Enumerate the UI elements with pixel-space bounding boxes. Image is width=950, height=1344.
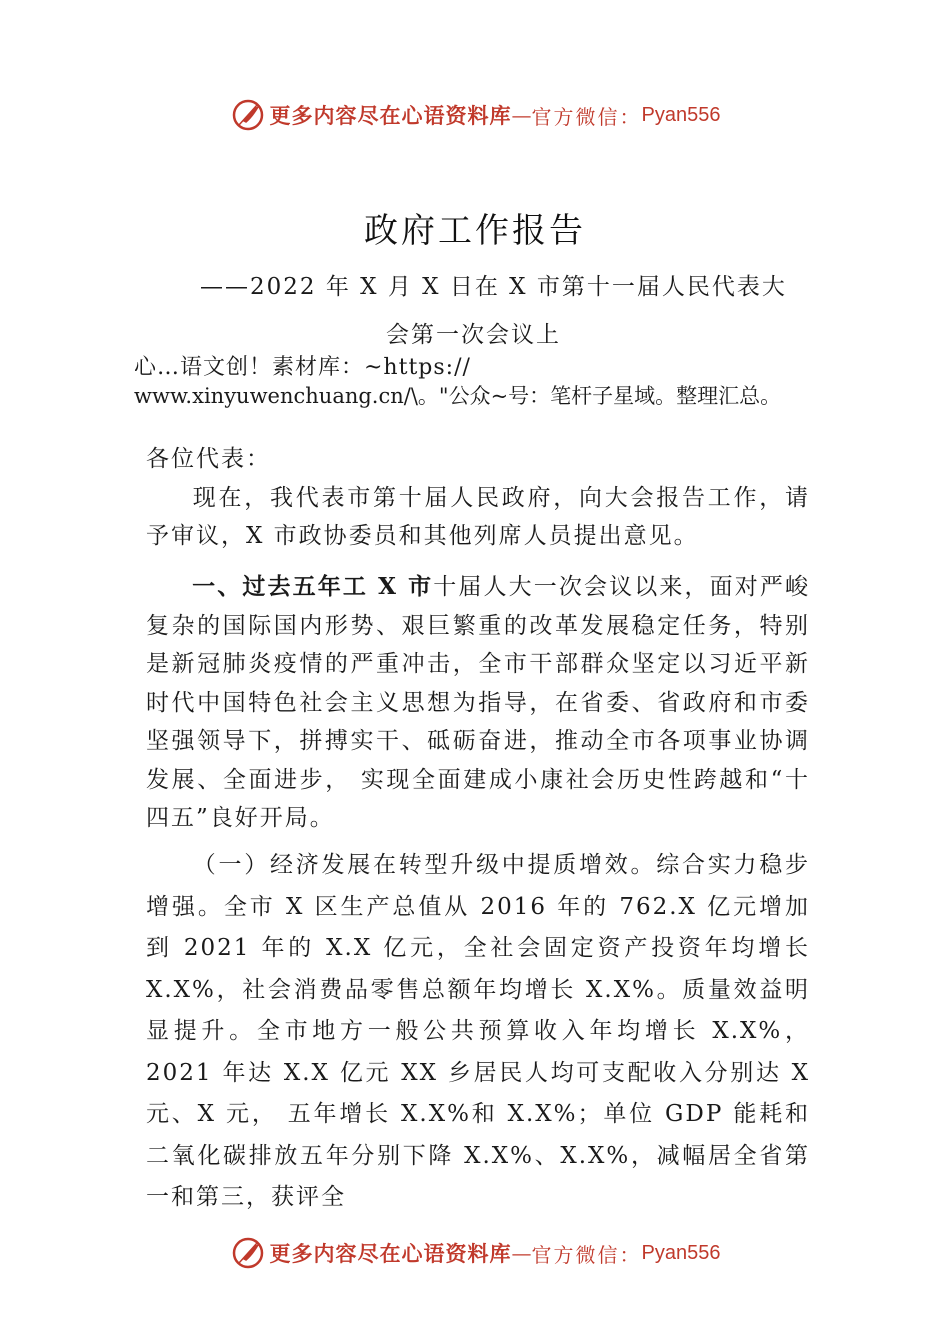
paragraph-intro bbox=[146, 479, 810, 555]
footer-watermark-banner bbox=[0, 1233, 950, 1273]
banner-wechat-label: 官方微信： bbox=[531, 104, 642, 129]
feather-logo-icon bbox=[230, 1235, 266, 1271]
section-one-body: 十届人大一次会议以来，面对严峻复杂的国际国内形势、艰巨繁重的改革发展稳定任务，特别是新冠肺炎疫情的严重冲击，全市干部群众坚定以习近平新时代中国特色社会主义思想为指导，在省委、省政府和市委坚强领导下，拼搏实干、砥砺奋进，推动全市各项事业协调发展、全面进步， 实现全面建成小康社会历史性跨越和“十四五”良好开局。 bbox=[146, 574, 810, 831]
greeting: 各位代表： bbox=[146, 446, 271, 472]
paragraph-section-one bbox=[146, 568, 810, 838]
feather-logo-icon bbox=[230, 97, 266, 133]
banner-wechat-id: Pyan556 bbox=[641, 1241, 721, 1264]
paragraph-economy-text: （一）经济发展在转型升级中提质增效。综合实力稳步增强。全市 X 区生产总值从 2016 年的 762.X 亿元增加到 2021 年的 X.X 亿元，全社会固定资产投资年均增长 X.X%，社会消费品零售总额年均增长 X.X%。质量效益明显提升。全市地方一般公共预算收入年均增长 X.X%，2021 年达 X.X 亿元 XX 乡居民人均可支配收入分别达 X 元、X 元， 五年增长 X.X%和 X.X%；单位 GDP 能耗和二氧化碳排放五年分别下降 X.X%、X.X%，减幅居全省第一和第三，获评全 bbox=[146, 852, 810, 1210]
banner-text: 更多内容尽在心语资料库 bbox=[269, 1241, 512, 1266]
source-note-line1: 心…语文创！素材库：~https:// bbox=[134, 355, 471, 380]
banner-separator: — bbox=[511, 103, 532, 127]
source-note-line2: www.xinyuwenchuang.cn/\。"公众~号：笔杆子星域。整理汇总。 bbox=[134, 384, 782, 408]
banner-separator: — bbox=[511, 1241, 532, 1265]
document-subtitle-line1: ——2022 年 X 月 X 日在 X 市第十一届人民代表大 bbox=[200, 274, 787, 300]
paragraph-economy bbox=[146, 845, 810, 1219]
header-watermark-banner bbox=[0, 95, 950, 135]
document-subtitle-line2: 会第一次会议上 bbox=[386, 322, 561, 348]
section-one-heading: 一、过去五年工 X 市 bbox=[192, 573, 434, 600]
document-title: 政府工作报告 bbox=[364, 211, 586, 251]
banner-wechat-label: 官方微信： bbox=[531, 1242, 642, 1267]
paragraph-intro-text: 现在，我代表市第十届人民政府，向大会报告工作，请予审议，X 市政协委员和其他列席人员提出意见。 bbox=[146, 485, 810, 549]
banner-text: 更多内容尽在心语资料库 bbox=[269, 103, 512, 128]
banner-wechat-id: Pyan556 bbox=[641, 103, 721, 126]
